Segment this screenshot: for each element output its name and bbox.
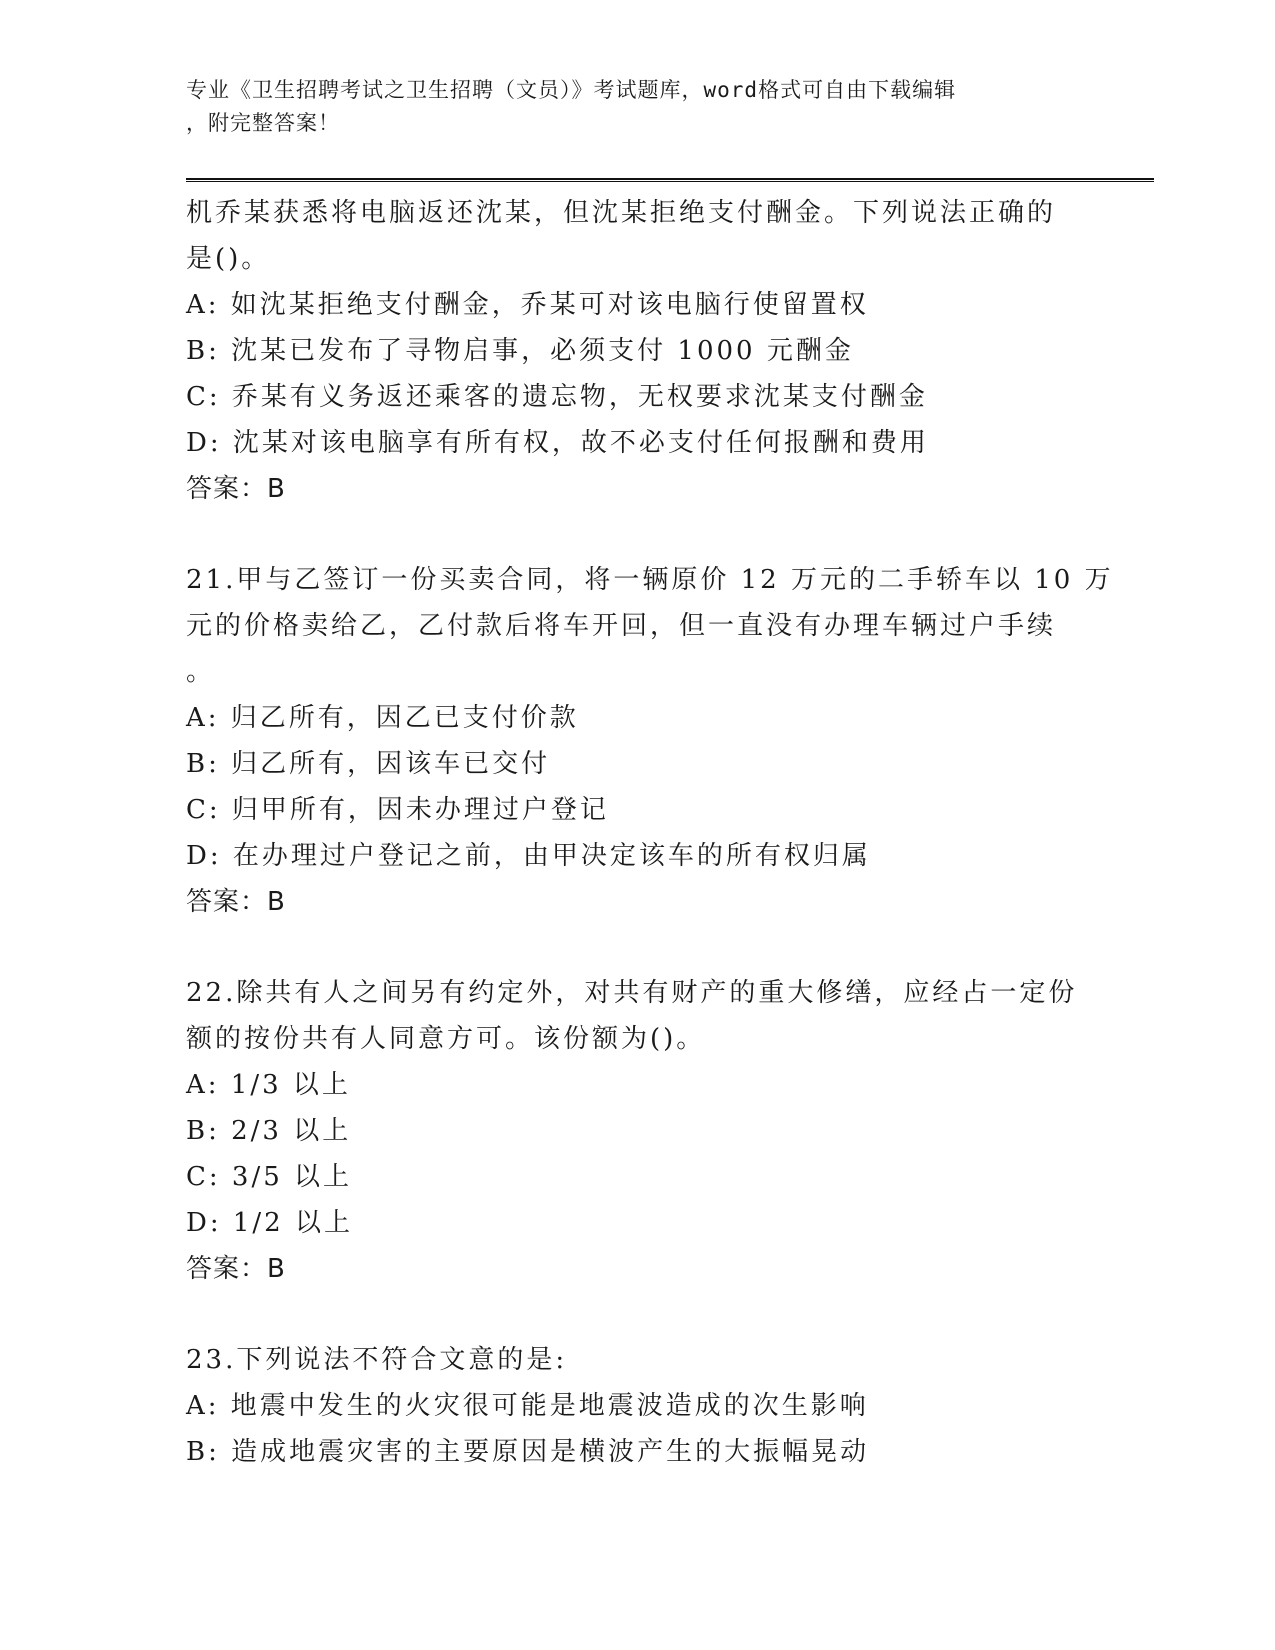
answer-line: 答案：B: [186, 474, 286, 504]
spacer: [186, 512, 1086, 557]
question-content: [186, 190, 1114, 1475]
option-c: C: 乔某有义务返还乘客的遗忘物，无权要求沈某支付酬金: [186, 382, 928, 412]
question-stem-line: 21.甲与乙签订一份买卖合同，将一辆原价 12 万元的二手轿车以 10 万: [186, 565, 1114, 595]
header-line-2: ，附完整答案！: [186, 111, 340, 135]
option-d: D: 沈某对该电脑享有所有权，故不必支付任何报酬和费用: [186, 428, 929, 458]
option-b: B: 造成地震灾害的主要原因是横波产生的大振幅晃动: [186, 1437, 870, 1467]
answer-line: 答案：B: [186, 1254, 286, 1284]
spacer: [186, 925, 1086, 970]
option-a: A: 如沈某拒绝支付酬金，乔某可对该电脑行使留置权: [186, 290, 869, 320]
question-block-22: [186, 970, 1086, 1292]
question-stem-line: 。: [186, 657, 216, 687]
question-block-continued: [186, 190, 1086, 512]
spacer: [186, 1292, 1086, 1337]
option-a: A: 归乙所有，因乙已支付价款: [186, 703, 579, 733]
document-header: [186, 74, 1066, 140]
question-stem-line: 机乔某获悉将电脑返还沈某，但沈某拒绝支付酬金。下列说法正确的: [186, 198, 1057, 228]
question-block-23: [186, 1337, 1086, 1475]
option-b: B: 沈某已发布了寻物启事，必须支付 1000 元酬金: [186, 336, 854, 366]
header-line-1: 专业《卫生招聘考试之卫生招聘（文员）》考试题库，word格式可自由下载编辑: [186, 78, 957, 102]
question-stem-line: 22.除共有人之间另有约定外，对共有财产的重大修缮，应经占一定份: [186, 978, 1078, 1008]
option-b: B: 2/3 以上: [186, 1116, 352, 1146]
question-stem-line: 元的价格卖给乙，乙付款后将车开回，但一直没有办理车辆过户手续: [186, 611, 1057, 641]
header-divider: [186, 178, 1154, 182]
question-stem-line: 23.下列说法不符合文意的是:: [186, 1345, 568, 1375]
question-stem-line: 额的按份共有人同意方可。该份额为()。: [186, 1024, 706, 1054]
option-b: B: 归乙所有，因该车已交付: [186, 749, 551, 779]
option-d: D: 1/2 以上: [186, 1208, 353, 1238]
option-c: C: 3/5 以上: [186, 1162, 353, 1192]
option-c: C: 归甲所有，因未办理过户登记: [186, 795, 609, 825]
question-block-21: [186, 557, 1114, 925]
option-a: A: 地震中发生的火灾很可能是地震波造成的次生影响: [186, 1391, 869, 1421]
question-stem-line: 是()。: [186, 244, 271, 274]
answer-line: 答案：B: [186, 887, 286, 917]
option-a: A: 1/3 以上: [186, 1070, 351, 1100]
option-d: D: 在办理过户登记之前，由甲决定该车的所有权归属: [186, 841, 871, 871]
